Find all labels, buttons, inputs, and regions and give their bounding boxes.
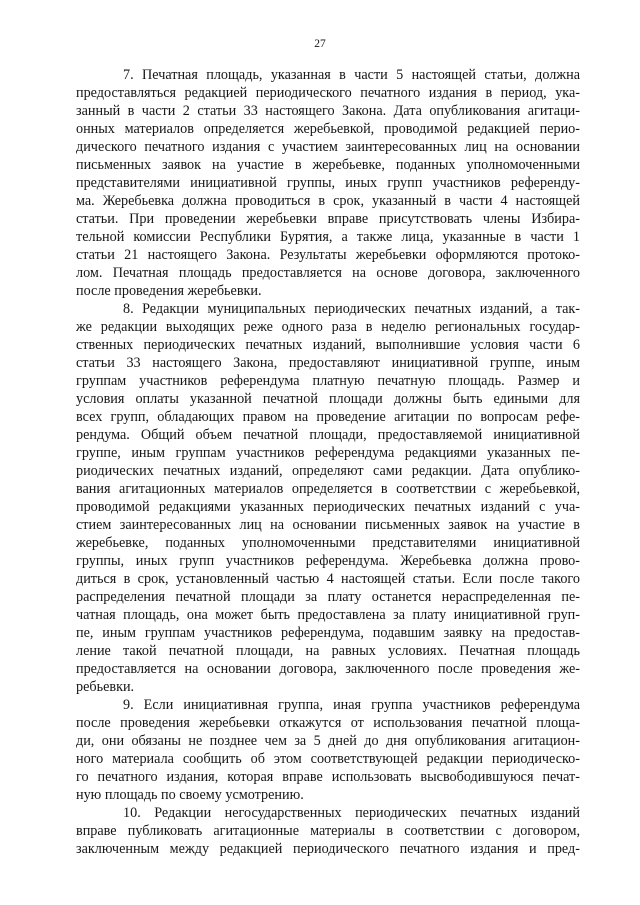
text-line: группам участников референдума платную печатную площадь. Размер и bbox=[76, 373, 580, 389]
text-line: заключенным между редакцией периодического печатного издания и пред- bbox=[76, 841, 580, 857]
text-line: 7. Печатная площадь, указанная в части 5 настоящей статьи, должна bbox=[123, 67, 580, 83]
paragraph-3 bbox=[76, 696, 580, 804]
text-line: ди, они обязаны не позднее чем за 5 дней до дня опубликования агитацион- bbox=[76, 733, 580, 749]
text-line: статьи 33 настоящего Закона, предоставляют инициативной группе, иным bbox=[76, 355, 580, 371]
text-line: вправе публиковать агитационные материалы в соответствии с договором, bbox=[76, 823, 580, 839]
text-line: ма. Жеребьевка должна проводиться в срок, указанный в части 4 настоящей bbox=[76, 193, 580, 209]
text-line: ную площадь по своему усмотрению. bbox=[76, 787, 304, 803]
text-line: письменных заявок на участие в жеребьевке, поданных уполномоченными bbox=[76, 157, 580, 173]
text-line: предоставляться редакцией периодического печатного издания в период, ука- bbox=[76, 85, 580, 101]
text-line: онных материалов определяется жеребьевкой, проводимой редакцией перио- bbox=[76, 121, 580, 137]
text-line: группы, иных групп участников референдума. Жеребьевка должна прово- bbox=[76, 553, 580, 569]
text-line: диться в срок, установленный частью 4 настоящей статьи. Если после такого bbox=[76, 571, 580, 587]
text-line: ного материала сообщить об этом соответствующей редакции периодическо- bbox=[76, 751, 580, 767]
text-line: жеребьевке, поданных уполномоченными представителями инициативной bbox=[76, 535, 580, 551]
text-line: статьи 21 настоящего Закона. Результаты жеребьевки оформляются протоко- bbox=[76, 247, 580, 263]
text-line: представителями инициативной группы, иных групп участников референду- bbox=[76, 175, 580, 191]
text-line: же редакции выходящих реже одного раза в неделю региональных государ- bbox=[76, 319, 580, 335]
text-line: риодических печатных изданий, определяют сами редакции. Дата опублико- bbox=[76, 463, 580, 479]
text-line: после проведения жеребьевки откажутся от использования печатной площа- bbox=[76, 715, 580, 731]
text-line: условия оплаты указанной печатной площади должны быть едиными для bbox=[76, 391, 580, 407]
text-line: чатная площадь, она может быть предоставлена за плату инициативной груп- bbox=[76, 607, 580, 623]
text-line: проводимой редакциями указанных периодических печатных изданий с уча- bbox=[76, 499, 580, 515]
text-line: рендума. Общий объем печатной площади, предоставляемой инициативной bbox=[76, 427, 580, 443]
paragraph-4 bbox=[76, 804, 580, 858]
text-line: го печатного издания, которая вправе использовать высвободившуюся печат- bbox=[76, 769, 580, 785]
text-line: пе, иным группам участников референдума, подавшим заявку на предостав- bbox=[76, 625, 580, 641]
text-line: вания агитационных материалов определяется в соответствии с жеребьевкой, bbox=[76, 481, 580, 497]
text-line: ственных периодических печатных изданий, выполнившие условия части 6 bbox=[76, 337, 580, 353]
text-line: ребьевки. bbox=[76, 679, 135, 695]
text-line: занный в части 2 статьи 33 настоящего Закона. Дата опубликования агитаци- bbox=[76, 103, 580, 119]
text-line: после проведения жеребьевки. bbox=[76, 283, 262, 299]
text-line: статьи. При проведении жеребьевки вправе присутствовать члены Избира- bbox=[76, 211, 580, 227]
text-line: 10. Редакции негосударственных периодических печатных изданий bbox=[123, 805, 580, 821]
text-line: группе, иным группам участников референдума редакциями указанных пе- bbox=[76, 445, 580, 461]
paragraph-1 bbox=[76, 66, 580, 300]
text-line: стием заинтересованных лиц на основании письменных заявок на участие в bbox=[76, 517, 580, 533]
paragraph-2 bbox=[76, 300, 580, 696]
text-line: предоставляется на основании договора, заключенного после проведения же- bbox=[76, 661, 580, 677]
text-line: 9. Если инициативная группа, иная группа участников референдума bbox=[123, 697, 580, 713]
text-line: ление такой печатной площади, на равных условиях. Печатная площадь bbox=[76, 643, 580, 659]
text-line: лом. Печатная площадь предоставляется на основе договора, заключенного bbox=[76, 265, 580, 281]
text-line: распределения печатной площади за плату останется нераспределенная пе- bbox=[76, 589, 580, 605]
text-line: всех групп, обладающих правом на проведение агитации по вопросам рефе- bbox=[76, 409, 580, 425]
document-body bbox=[76, 66, 580, 858]
text-line: дического печатного издания с участием заинтересованных лиц на основании bbox=[76, 139, 580, 155]
text-line: 8. Редакции муниципальных периодических печатных изданий, а так- bbox=[123, 301, 580, 317]
page-number: 27 bbox=[314, 38, 326, 50]
text-line: тельной комиссии Республики Бурятия, а также лица, указанные в части 1 bbox=[76, 229, 580, 245]
